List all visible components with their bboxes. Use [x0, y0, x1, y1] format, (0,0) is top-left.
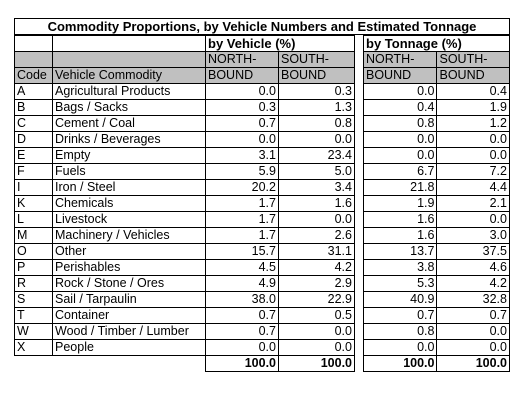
table-row [15, 324, 355, 340]
veh-south-cell: 1.3 [279, 100, 355, 116]
table-row [364, 292, 510, 308]
code-cell: A [15, 84, 53, 100]
table-row [364, 116, 510, 132]
table-row [15, 84, 355, 100]
commodity-cell: Container [53, 308, 206, 324]
table-row [15, 148, 355, 164]
table-row [364, 244, 510, 260]
commodity-cell: Sail / Tarpaulin [53, 292, 206, 308]
veh-south-cell: 1.6 [279, 196, 355, 212]
table-row [364, 164, 510, 180]
ton-south-cell: 7.2 [437, 164, 510, 180]
ton-north-cell: 3.8 [364, 260, 437, 276]
vehicle-group-label: by Vehicle (%) [206, 36, 355, 52]
commodity-cell: Bags / Sacks [53, 100, 206, 116]
ton-north-header-1: NORTH- [364, 52, 437, 68]
veh-south-header-1: SOUTH- [279, 52, 355, 68]
commodity-cell: Perishables [53, 260, 206, 276]
commodity-cell: Rock / Stone / Ores [53, 276, 206, 292]
ton-north-cell: 21.8 [364, 180, 437, 196]
code-cell: T [15, 308, 53, 324]
veh-north-cell: 15.7 [206, 244, 279, 260]
commodity-sheet [14, 18, 510, 391]
ton-south-cell: 37.5 [437, 244, 510, 260]
veh-north-total: 100.0 [206, 356, 279, 372]
group-spacer [15, 36, 53, 52]
veh-north-cell: 4.9 [206, 276, 279, 292]
veh-south-header-2: BOUND [279, 68, 355, 84]
veh-south-cell: 2.9 [279, 276, 355, 292]
ton-south-cell: 0.0 [437, 324, 510, 340]
column-header-row-2 [15, 68, 355, 84]
column-header-row-2 [364, 68, 510, 84]
table-row [15, 260, 355, 276]
ton-south-cell: 2.1 [437, 196, 510, 212]
commodity-cell: Fuels [53, 164, 206, 180]
table-row [364, 196, 510, 212]
ton-north-cell: 0.4 [364, 100, 437, 116]
ton-north-cell: 6.7 [364, 164, 437, 180]
veh-north-cell: 0.0 [206, 340, 279, 356]
table-row [15, 212, 355, 228]
veh-north-cell: 0.0 [206, 132, 279, 148]
commodity-cell: Chemicals [53, 196, 206, 212]
table-row [364, 276, 510, 292]
veh-south-cell: 22.9 [279, 292, 355, 308]
ton-south-header-1: SOUTH- [437, 52, 510, 68]
veh-north-cell: 0.7 [206, 308, 279, 324]
veh-north-cell: 4.5 [206, 260, 279, 276]
table-row [15, 180, 355, 196]
code-cell: F [15, 164, 53, 180]
veh-south-cell: 4.2 [279, 260, 355, 276]
veh-north-cell: 5.9 [206, 164, 279, 180]
table-row [15, 132, 355, 148]
veh-south-cell: 0.0 [279, 340, 355, 356]
ton-south-cell: 0.0 [437, 340, 510, 356]
commodity-cell: Drinks / Beverages [53, 132, 206, 148]
commodity-cell: Wood / Timber / Lumber [53, 324, 206, 340]
commodity-cell: Empty [53, 148, 206, 164]
code-cell: I [15, 180, 53, 196]
veh-south-cell: 0.0 [279, 212, 355, 228]
header-spacer [53, 52, 206, 68]
ton-north-cell: 0.0 [364, 340, 437, 356]
totals-row [364, 356, 510, 372]
column-header-row-1 [15, 52, 355, 68]
ton-north-cell: 5.3 [364, 276, 437, 292]
vehicle-table [14, 35, 355, 372]
ton-south-cell: 4.6 [437, 260, 510, 276]
commodity-cell: Iron / Steel [53, 180, 206, 196]
table-row [364, 132, 510, 148]
table-row [15, 340, 355, 356]
tonnage-group-label: by Tonnage (%) [364, 36, 510, 52]
veh-north-cell: 38.0 [206, 292, 279, 308]
veh-north-header-1: NORTH- [206, 52, 279, 68]
ton-north-header-2: BOUND [364, 68, 437, 84]
group-header-row [364, 36, 510, 52]
table-row [15, 292, 355, 308]
ton-south-cell: 0.0 [437, 148, 510, 164]
code-cell: S [15, 292, 53, 308]
code-cell: O [15, 244, 53, 260]
veh-south-cell: 5.0 [279, 164, 355, 180]
table-row [15, 100, 355, 116]
commodity-cell: Agricultural Products [53, 84, 206, 100]
ton-south-cell: 0.0 [437, 212, 510, 228]
code-cell: C [15, 116, 53, 132]
table-row [15, 116, 355, 132]
ton-north-total: 100.0 [364, 356, 437, 372]
ton-south-total: 100.0 [437, 356, 510, 372]
veh-north-cell: 0.0 [206, 84, 279, 100]
veh-north-cell: 0.7 [206, 116, 279, 132]
code-cell: E [15, 148, 53, 164]
veh-north-header-2: BOUND [206, 68, 279, 84]
ton-north-cell: 1.9 [364, 196, 437, 212]
code-cell: P [15, 260, 53, 276]
ton-south-cell: 3.0 [437, 228, 510, 244]
veh-north-cell: 0.3 [206, 100, 279, 116]
code-cell: M [15, 228, 53, 244]
ton-south-cell: 0.7 [437, 308, 510, 324]
code-header: Code [15, 68, 53, 84]
veh-south-cell: 0.0 [279, 132, 355, 148]
veh-north-cell: 1.7 [206, 212, 279, 228]
code-cell: K [15, 196, 53, 212]
veh-north-cell: 0.7 [206, 324, 279, 340]
ton-south-cell: 0.4 [437, 84, 510, 100]
veh-south-cell: 23.4 [279, 148, 355, 164]
table-row [15, 308, 355, 324]
header-spacer [15, 52, 53, 68]
group-spacer [53, 36, 206, 52]
code-cell: B [15, 100, 53, 116]
ton-south-cell: 1.9 [437, 100, 510, 116]
veh-north-cell: 3.1 [206, 148, 279, 164]
totals-spacer [15, 356, 53, 372]
ton-south-cell: 32.8 [437, 292, 510, 308]
ton-south-header-2: BOUND [437, 68, 510, 84]
ton-south-cell: 4.2 [437, 276, 510, 292]
ton-north-cell: 1.6 [364, 212, 437, 228]
commodity-cell: Other [53, 244, 206, 260]
ton-south-cell: 4.4 [437, 180, 510, 196]
veh-south-cell: 0.3 [279, 84, 355, 100]
ton-north-cell: 0.8 [364, 324, 437, 340]
commodity-cell: Cement / Coal [53, 116, 206, 132]
table-row [364, 148, 510, 164]
ton-north-cell: 40.9 [364, 292, 437, 308]
sheet-title: Commodity Proportions, by Vehicle Numbers and Estimated Tonnage [14, 18, 510, 35]
ton-south-cell: 0.0 [437, 132, 510, 148]
table-row [364, 228, 510, 244]
veh-south-cell: 0.0 [279, 324, 355, 340]
veh-south-cell: 3.4 [279, 180, 355, 196]
code-cell: L [15, 212, 53, 228]
table-row [364, 180, 510, 196]
ton-north-cell: 13.7 [364, 244, 437, 260]
totals-row [15, 356, 355, 372]
veh-north-cell: 20.2 [206, 180, 279, 196]
veh-south-cell: 0.8 [279, 116, 355, 132]
veh-south-cell: 2.6 [279, 228, 355, 244]
veh-north-cell: 1.7 [206, 228, 279, 244]
table-row [15, 228, 355, 244]
ton-north-cell: 0.0 [364, 148, 437, 164]
code-cell: W [15, 324, 53, 340]
code-cell: X [15, 340, 53, 356]
table-row [364, 308, 510, 324]
group-header-row [15, 36, 355, 52]
table-row [15, 276, 355, 292]
table-row [15, 244, 355, 260]
ton-north-cell: 1.6 [364, 228, 437, 244]
commodity-header: Vehicle Commodity [53, 68, 206, 84]
table-row [15, 196, 355, 212]
table-row [364, 84, 510, 100]
veh-south-total: 100.0 [279, 356, 355, 372]
veh-north-cell: 1.7 [206, 196, 279, 212]
ton-north-cell: 0.0 [364, 132, 437, 148]
column-header-row-1 [364, 52, 510, 68]
totals-spacer [53, 356, 206, 372]
ton-north-cell: 0.0 [364, 84, 437, 100]
commodity-cell: Livestock [53, 212, 206, 228]
ton-north-cell: 0.8 [364, 116, 437, 132]
table-row [15, 164, 355, 180]
veh-south-cell: 0.5 [279, 308, 355, 324]
veh-south-cell: 31.1 [279, 244, 355, 260]
commodity-cell: Machinery / Vehicles [53, 228, 206, 244]
code-cell: R [15, 276, 53, 292]
ton-north-cell: 0.7 [364, 308, 437, 324]
table-row [364, 324, 510, 340]
table-row [364, 340, 510, 356]
code-cell: D [15, 132, 53, 148]
ton-south-cell: 1.2 [437, 116, 510, 132]
tonnage-table [363, 35, 510, 372]
table-row [364, 100, 510, 116]
commodity-cell: People [53, 340, 206, 356]
table-row [364, 212, 510, 228]
table-row [364, 260, 510, 276]
